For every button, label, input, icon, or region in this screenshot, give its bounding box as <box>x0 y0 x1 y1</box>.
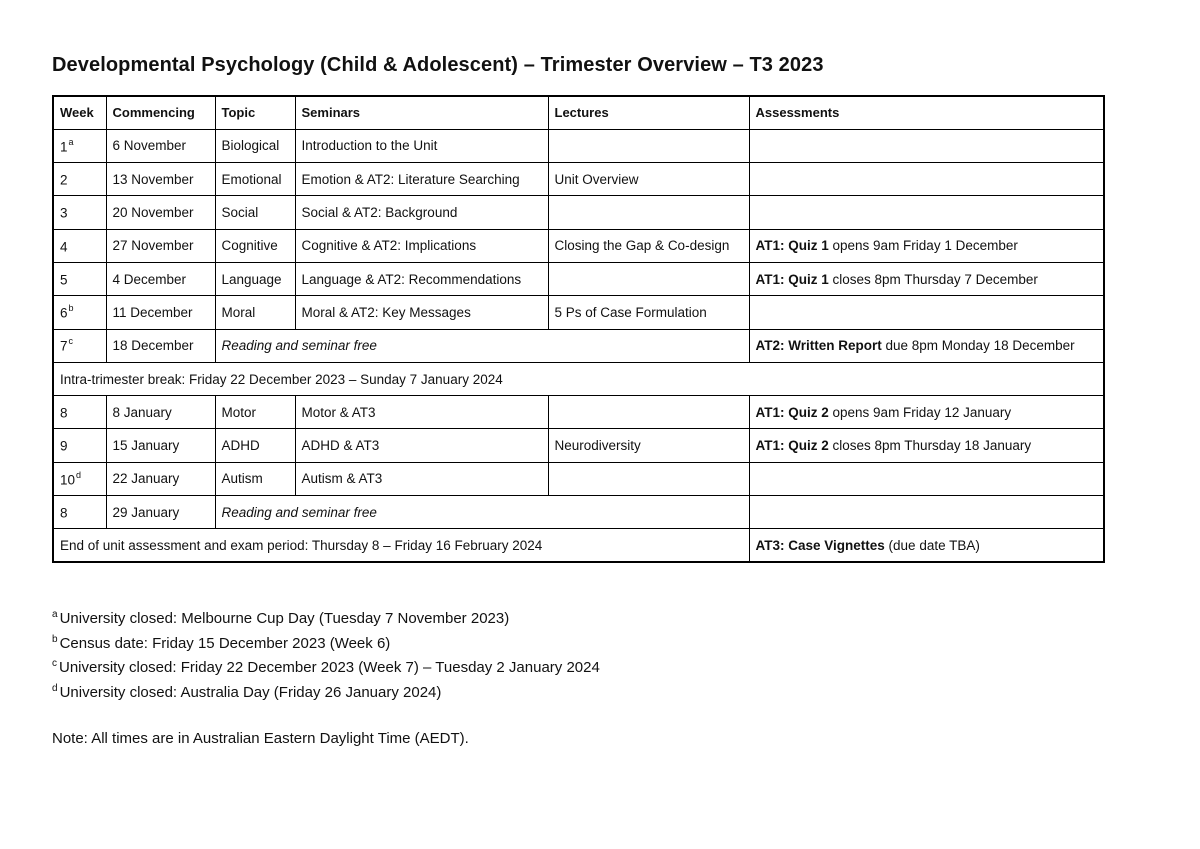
assessment-detail: (due date TBA) <box>884 537 980 553</box>
topic-cell: Cognitive <box>215 229 295 262</box>
week-cell <box>53 262 106 295</box>
exam-period-cell: End of unit assessment and exam period: Thursday 8 – Friday 16 February 2024 <box>53 529 749 562</box>
commencing-cell: 6 November <box>106 129 215 162</box>
assessment-cell <box>749 262 1104 295</box>
week-cell <box>53 129 106 162</box>
topic-cell: Language <box>215 262 295 295</box>
week-number: 8 <box>60 405 68 421</box>
week-number: 9 <box>60 438 68 454</box>
header-assessments: Assessments <box>749 96 1104 129</box>
week-number: 4 <box>60 239 68 255</box>
header-seminars: Seminars <box>295 96 548 129</box>
assessment-detail: closes 8pm Thursday 18 January <box>828 438 1032 454</box>
week-cell <box>53 296 106 329</box>
week-cell <box>53 229 106 262</box>
footnote-marker: d <box>52 682 58 694</box>
footnote-text: University closed: Australia Day (Friday 26 January 2024) <box>59 683 442 701</box>
assessment-cell <box>749 296 1104 329</box>
week-number: 10 <box>60 472 76 488</box>
topic-cell: Motor <box>215 396 295 429</box>
header-lectures: Lectures <box>548 96 749 129</box>
break-cell: Intra-trimester break: Friday 22 December 2023 – Sunday 7 January 2024 <box>53 362 1104 395</box>
footnotes <box>52 607 600 752</box>
commencing-cell: 27 November <box>106 229 215 262</box>
week-number: 7 <box>60 338 68 354</box>
assessment-cell <box>749 429 1104 462</box>
lecture-cell: 5 Ps of Case Formulation <box>548 296 749 329</box>
reading-free-cell: Reading and seminar free <box>215 329 749 362</box>
table-row <box>53 196 1104 229</box>
week-number: 8 <box>60 505 68 521</box>
topic-cell: Emotional <box>215 163 295 196</box>
seminar-cell: Language & AT2: Recommendations <box>295 262 548 295</box>
week-cell <box>53 163 106 196</box>
commencing-cell: 11 December <box>106 296 215 329</box>
week-number: 6 <box>60 305 68 321</box>
assessment-detail: closes 8pm Thursday 7 December <box>828 271 1038 287</box>
header-topic: Topic <box>215 96 295 129</box>
timezone-note: Note: All times are in Australian Eastern Daylight Time (AEDT). <box>52 730 469 747</box>
header-commencing: Commencing <box>106 96 215 129</box>
commencing-cell: 13 November <box>106 163 215 196</box>
footnote-text: University closed: Friday 22 December 2023 (Week 7) – Tuesday 2 January 2024 <box>59 659 600 676</box>
table-row <box>53 163 1104 196</box>
table-row <box>53 496 1104 529</box>
seminar-cell: Introduction to the Unit <box>295 129 548 162</box>
table-row <box>53 396 1104 429</box>
seminar-cell: Emotion & AT2: Literature Searching <box>295 163 548 196</box>
footnote-marker: d <box>76 469 82 480</box>
week-cell <box>53 429 106 462</box>
week-number: 3 <box>60 205 68 221</box>
break-row <box>53 362 1104 395</box>
footnote-marker: b <box>52 633 58 645</box>
seminar-cell: Cognitive & AT2: Implications <box>295 229 548 262</box>
commencing-cell: 20 November <box>106 196 215 229</box>
lecture-cell: Neurodiversity <box>548 429 749 462</box>
topic-cell: Moral <box>215 296 295 329</box>
footnote <box>52 607 600 632</box>
assessment-name: AT1: Quiz 2 <box>755 404 829 420</box>
lecture-cell <box>548 396 749 429</box>
table-row <box>53 329 1104 362</box>
week-cell <box>53 496 106 529</box>
lecture-cell <box>548 129 749 162</box>
topic-cell: Biological <box>215 129 295 162</box>
assessment-name: AT3: Case Vignettes <box>755 537 885 553</box>
lecture-cell: Unit Overview <box>548 163 749 196</box>
footnote <box>52 681 600 706</box>
assessment-cell <box>749 462 1104 495</box>
lecture-cell <box>548 262 749 295</box>
assessment-cell <box>749 163 1104 196</box>
table-header-row <box>53 96 1104 129</box>
topic-cell: ADHD <box>215 429 295 462</box>
assessment-name: AT1: Quiz 1 <box>755 271 829 287</box>
end-of-unit-row <box>53 529 1104 562</box>
assessment-cell <box>749 396 1104 429</box>
table-row <box>53 229 1104 262</box>
assessment-detail: opens 9am Friday 12 January <box>828 404 1012 420</box>
assessment-name: AT2: Written Report <box>755 338 882 354</box>
week-cell <box>53 329 106 362</box>
trimester-schedule-table <box>52 95 1105 563</box>
commencing-cell: 18 December <box>106 329 215 362</box>
footnote-marker: a <box>68 136 74 147</box>
header-week: Week <box>53 96 106 129</box>
footnote-marker: a <box>52 609 58 620</box>
footnote <box>52 656 600 681</box>
assessment-name: AT1: Quiz 2 <box>755 438 829 454</box>
commencing-cell: 15 January <box>106 429 215 462</box>
reading-free-cell: Reading and seminar free <box>215 496 749 529</box>
week-cell <box>53 396 106 429</box>
commencing-cell: 8 January <box>106 396 215 429</box>
assessment-detail: due 8pm Monday 18 December <box>881 338 1075 354</box>
week-number: 2 <box>60 172 68 188</box>
assessment-detail: opens 9am Friday 1 December <box>828 238 1018 254</box>
lecture-cell: Closing the Gap & Co-design <box>548 229 749 262</box>
assessment-cell <box>749 529 1104 562</box>
table-row <box>53 129 1104 162</box>
week-cell <box>53 196 106 229</box>
assessment-cell <box>749 329 1104 362</box>
footnote-marker: b <box>68 303 74 314</box>
lecture-cell <box>548 462 749 495</box>
assessment-cell <box>749 129 1104 162</box>
commencing-cell: 29 January <box>106 496 215 529</box>
assessment-cell <box>749 229 1104 262</box>
page-title: Developmental Psychology (Child & Adolescent) – Trimester Overview – T3 2023 <box>52 54 824 76</box>
commencing-cell: 4 December <box>106 262 215 295</box>
seminar-cell: Autism & AT3 <box>295 462 548 495</box>
footnote-marker: c <box>52 658 57 669</box>
week-cell <box>53 462 106 495</box>
seminar-cell: Moral & AT2: Key Messages <box>295 296 548 329</box>
assessment-cell <box>749 196 1104 229</box>
assessment-name: AT1: Quiz 1 <box>755 238 829 254</box>
seminar-cell: Social & AT2: Background <box>295 196 548 229</box>
footnote-text: University closed: Melbourne Cup Day (Tuesday 7 November 2023) <box>59 610 510 627</box>
footnote-marker: c <box>68 336 74 347</box>
topic-cell: Autism <box>215 462 295 495</box>
seminar-cell: Motor & AT3 <box>295 396 548 429</box>
footnote-text: Census date: Friday 15 December 2023 (Week 6) <box>59 634 391 652</box>
assessment-cell <box>749 496 1104 529</box>
table-row <box>53 296 1104 329</box>
seminar-cell: ADHD & AT3 <box>295 429 548 462</box>
lecture-cell <box>548 196 749 229</box>
topic-cell: Social <box>215 196 295 229</box>
week-number: 1 <box>60 139 68 155</box>
table-row <box>53 429 1104 462</box>
week-number: 5 <box>60 272 68 288</box>
commencing-cell: 22 January <box>106 462 215 495</box>
table-row <box>53 462 1104 495</box>
footnote <box>52 632 600 657</box>
table-row <box>53 262 1104 295</box>
